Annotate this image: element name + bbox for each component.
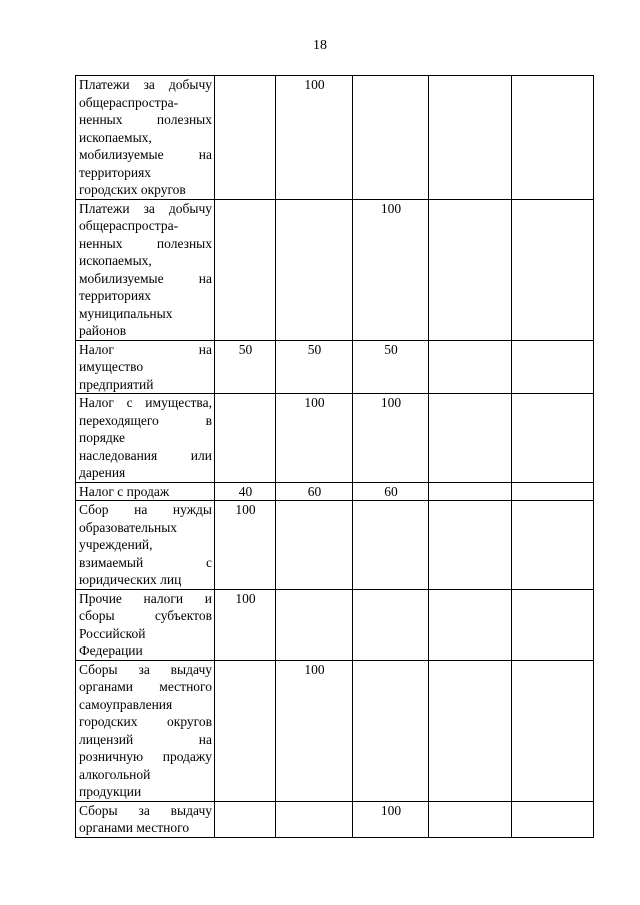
tax-name-line: сборы субъектов — [79, 608, 212, 623]
percent-cell — [512, 482, 594, 501]
tax-name-line: Платежи за добычу — [79, 77, 212, 92]
tax-name-line: Платежи за добычу — [79, 200, 212, 216]
table-row — [76, 482, 594, 501]
tax-name-line: имущество — [79, 359, 144, 374]
tax-name-line: мобилизуемые на — [79, 270, 212, 286]
tax-name-line: учреждений, — [79, 537, 153, 552]
percent-cell — [276, 199, 353, 340]
percent-cell: 50 — [276, 340, 353, 394]
tax-name-cell — [76, 801, 215, 837]
tax-name-line: ненных полезных — [79, 112, 212, 127]
tax-name-cell — [76, 660, 215, 801]
table-row — [76, 589, 594, 660]
percent-cell: 100 — [215, 589, 276, 660]
tax-name-line: органами местного — [79, 679, 212, 694]
percent-cell — [512, 199, 594, 340]
tax-name-line: ископаемых, — [79, 129, 152, 145]
tax-name-line: Прочие налоги и — [79, 590, 212, 606]
tax-name-line: территориях — [79, 164, 152, 180]
percent-cell — [276, 501, 353, 590]
tax-name-line: наследования или — [79, 447, 212, 463]
tax-name-line: юридических лиц — [79, 572, 182, 587]
tax-name-line: Сборы за выдачу — [79, 802, 212, 818]
tax-name-line: территориях — [79, 288, 152, 303]
percent-cell: 50 — [215, 340, 276, 394]
percent-cell — [512, 340, 594, 394]
percent-cell — [512, 76, 594, 200]
tax-name-line: районов — [79, 323, 127, 338]
percent-cell: 50 — [353, 340, 429, 394]
tax-name-cell — [76, 501, 215, 590]
tax-name-line: порядке — [79, 430, 126, 445]
percent-cell — [215, 394, 276, 483]
table-row — [76, 394, 594, 483]
tax-name-cell — [76, 394, 215, 483]
table-row — [76, 199, 594, 340]
tax-name-line: Налог на — [79, 341, 212, 357]
percent-cell: 100 — [276, 76, 353, 200]
percent-cell — [429, 660, 512, 801]
tax-name-line: муниципальных — [79, 305, 173, 321]
percent-cell — [353, 660, 429, 801]
tax-name-cell — [76, 482, 215, 501]
tax-name-line: ископаемых, — [79, 253, 152, 268]
tax-name-cell — [76, 199, 215, 340]
percent-cell — [429, 340, 512, 394]
percent-cell: 100 — [276, 394, 353, 483]
tax-name-line: переходящего в — [79, 412, 212, 428]
percent-cell: 100 — [353, 801, 429, 837]
percent-cell — [512, 589, 594, 660]
percent-cell: 100 — [215, 501, 276, 590]
percent-cell — [429, 482, 512, 501]
tax-name-line: Сборы за выдачу — [79, 661, 212, 677]
page-number: 18 — [313, 38, 327, 53]
percent-cell — [512, 801, 594, 837]
table-row — [76, 340, 594, 394]
tax-name-line: Федерации — [79, 643, 143, 658]
percent-cell — [429, 501, 512, 590]
tax-name-line: Российской — [79, 625, 146, 641]
table-row — [76, 801, 594, 837]
percent-cell — [429, 801, 512, 837]
tax-name-line: городских округов — [79, 714, 212, 729]
percent-cell — [215, 801, 276, 837]
tax-name-line: образовательных — [79, 519, 178, 535]
tax-name-line: алкогольной — [79, 766, 151, 782]
tax-name-line: лицензий на — [79, 731, 212, 747]
percent-cell: 100 — [276, 660, 353, 801]
percent-cell — [429, 394, 512, 483]
tax-name-line: органами местного — [79, 820, 190, 835]
tax-name-line: ненных полезных — [79, 235, 212, 251]
tax-name-line: мобилизуемые на — [79, 147, 212, 162]
percent-cell — [276, 801, 353, 837]
tax-name-line: Сбор на нужды — [79, 502, 212, 517]
tax-name-line: Налог с имущества, — [79, 395, 212, 410]
tax-distribution-table — [75, 75, 594, 838]
tax-name-cell — [76, 76, 215, 200]
tax-name-line: дарения — [79, 465, 126, 480]
percent-cell: 100 — [353, 199, 429, 340]
tax-name-line: общераспростра- — [79, 218, 179, 233]
percent-cell — [429, 76, 512, 200]
percent-cell — [429, 589, 512, 660]
percent-cell — [215, 199, 276, 340]
tax-name-line: Налог с продаж — [79, 483, 170, 499]
percent-cell — [429, 199, 512, 340]
percent-cell: 60 — [353, 482, 429, 501]
percent-cell — [353, 76, 429, 200]
tax-name-line: предприятий — [79, 376, 154, 392]
table-body — [76, 76, 594, 838]
percent-cell — [215, 660, 276, 801]
table-row — [76, 76, 594, 200]
percent-cell — [215, 76, 276, 200]
percent-cell — [276, 589, 353, 660]
tax-name-line: городских округов — [79, 182, 186, 197]
percent-cell: 60 — [276, 482, 353, 501]
tax-name-line: продукции — [79, 784, 142, 799]
percent-cell — [353, 589, 429, 660]
percent-cell — [353, 501, 429, 590]
percent-cell — [512, 660, 594, 801]
percent-cell: 100 — [353, 394, 429, 483]
percent-cell: 40 — [215, 482, 276, 501]
tax-name-line: розничную продажу — [79, 749, 212, 764]
tax-name-line: взимаемый с — [79, 554, 212, 570]
table-row — [76, 501, 594, 590]
percent-cell — [512, 501, 594, 590]
tax-name-line: общераспростра- — [79, 94, 179, 110]
percent-cell — [512, 394, 594, 483]
tax-name-cell — [76, 589, 215, 660]
tax-name-line: самоуправления — [79, 696, 173, 712]
table-row — [76, 660, 594, 801]
tax-name-cell — [76, 340, 215, 394]
